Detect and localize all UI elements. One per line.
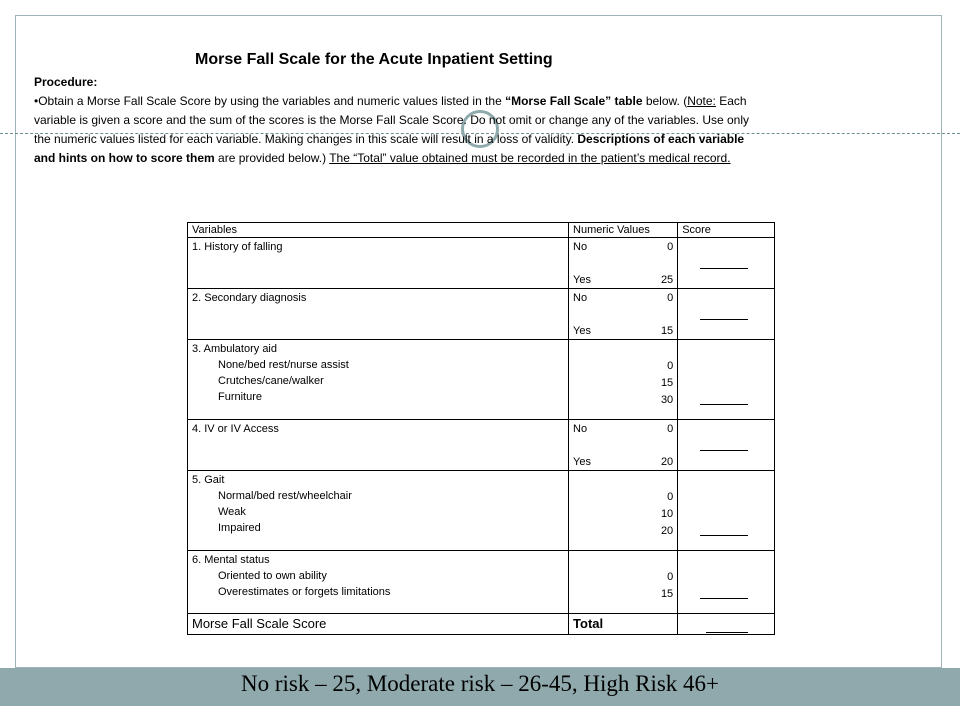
table-row (188, 420, 775, 471)
option-value: 0 (667, 360, 674, 372)
variable-name: 3. Ambulatory aid (192, 343, 277, 355)
score-blank[interactable] (700, 305, 748, 320)
morse-fall-table (187, 222, 775, 635)
procedure-bullet (34, 92, 764, 168)
total-blank[interactable] (706, 618, 748, 633)
option-label: Weak (218, 506, 246, 518)
option-value: 15 (660, 588, 674, 600)
score-blank[interactable] (700, 254, 748, 269)
option-value: 25 (660, 274, 674, 286)
header-score: Score (678, 223, 775, 238)
total-row (188, 614, 775, 635)
option-yes (573, 271, 673, 288)
option-label: No (573, 423, 588, 435)
bullet-underline: The “Total” value obtained must be recorded in the patient’s medical record. (329, 151, 731, 165)
option-label: Furniture (218, 391, 263, 403)
table-row (188, 471, 775, 551)
option-value: 0 (667, 491, 674, 503)
option-no (573, 420, 673, 437)
option-value: 20 (660, 456, 674, 468)
bullet-intro: •Obtain a Morse Fall Scale Score by using the variables and numeric values listed in the (34, 94, 506, 108)
option-label: None/bed rest/nurse assist (218, 359, 349, 371)
header-numeric: Numeric Values (569, 223, 678, 238)
note-label: Note: (687, 94, 716, 108)
score-blank[interactable] (700, 521, 748, 536)
option-label: Oriented to own ability (218, 570, 327, 582)
option-label: Yes (573, 456, 591, 468)
page-title: Morse Fall Scale for the Acute Inpatient Setting (195, 51, 553, 68)
option-yes (573, 453, 673, 470)
variable-name: 4. IV or IV Access (192, 423, 279, 435)
procedure-heading: Procedure: (34, 75, 98, 89)
total-label: Morse Fall Scale Score (188, 614, 569, 635)
table-row (188, 340, 775, 420)
table-header-row (188, 223, 775, 238)
score-blank[interactable] (700, 584, 748, 599)
option-label: Impaired (218, 522, 261, 534)
bullet-bold-desc: Descriptions of each variable and hints on how to score them (34, 132, 745, 165)
option-label: Overestimates or forgets limitations (218, 586, 391, 598)
score-blank[interactable] (700, 390, 748, 405)
variable-name: 2. Secondary diagnosis (192, 292, 307, 304)
score-blank[interactable] (700, 436, 748, 451)
table-row (188, 551, 775, 614)
option-value: 15 (660, 377, 674, 389)
option-no (573, 238, 673, 255)
option-value: 15 (660, 325, 674, 337)
variable-name: 5. Gait (192, 474, 225, 486)
option-value: 30 (660, 394, 674, 406)
table-row (188, 289, 775, 340)
option-label: No (573, 241, 588, 253)
table-row (188, 238, 775, 289)
option-no (573, 289, 673, 306)
variable-name: 6. Mental status (192, 554, 270, 566)
option-value: 0 (667, 241, 674, 253)
total-heading: Total (569, 614, 678, 635)
option-label: Yes (573, 325, 591, 337)
option-value: 0 (667, 571, 674, 583)
option-label: Crutches/cane/walker (218, 375, 324, 387)
bullet-text3: Each variable is given a score and the sum of the scores is the Morse Fall Scale Score. Do not omit or change any of the variables. Use only the numeric values listed for each variable. Making changes in this scale will result in a loss of validity. (34, 94, 750, 146)
variable-name: 1. History of falling (192, 241, 283, 253)
option-yes (573, 322, 673, 339)
option-value: 10 (660, 508, 674, 520)
header-variables: Variables (188, 223, 569, 238)
bullet-bold-table: “Morse Fall Scale” table (505, 94, 643, 108)
risk-legend: No risk – 25, Moderate risk – 26-45, High Risk 46+ (240, 671, 720, 696)
bullet-text4: are provided below.) (214, 151, 330, 165)
option-label: No (573, 292, 588, 304)
procedure-text (34, 73, 764, 168)
option-value: 20 (660, 525, 674, 537)
option-value: 0 (667, 292, 674, 304)
option-value: 0 (667, 423, 674, 435)
option-label: Yes (573, 274, 591, 286)
option-label: Normal/bed rest/wheelchair (218, 490, 352, 502)
bullet-text2: below. ( (642, 94, 688, 108)
